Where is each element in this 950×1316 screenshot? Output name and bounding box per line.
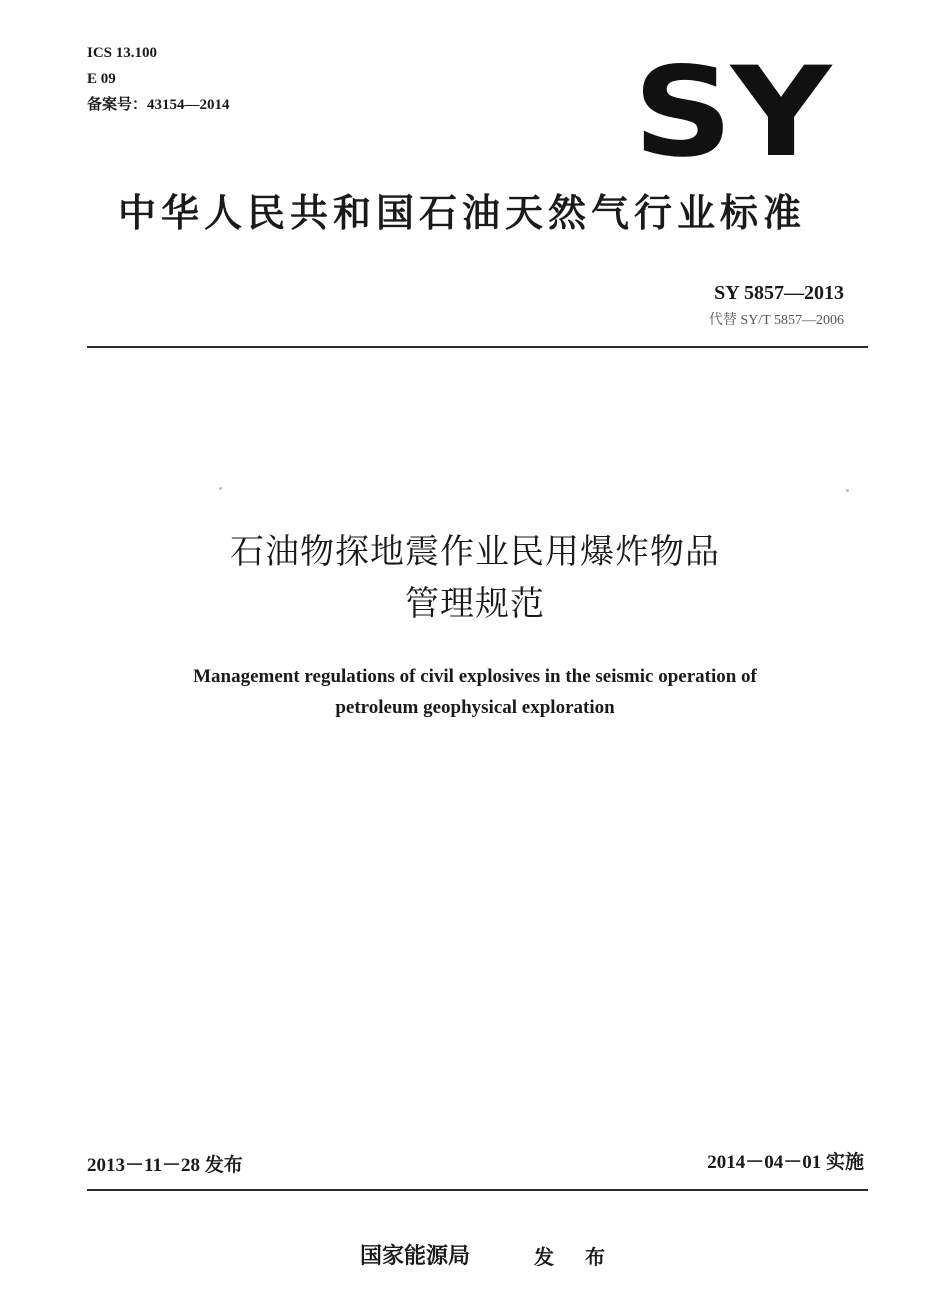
title-english-line-2: petroleum geophysical exploration <box>335 697 615 718</box>
bottom-divider <box>87 1189 868 1191</box>
title-chinese-line-1: 石油物探地震作业民用爆炸物品 <box>230 532 720 572</box>
ccs-code: E 09 <box>87 71 116 87</box>
record-number: 备案号：43154—2014 <box>87 97 230 113</box>
implementation-date: 2014－04－01 <box>707 1152 822 1173</box>
issue-date: 2013－11－28 <box>87 1155 200 1176</box>
top-divider <box>87 346 868 348</box>
document-metadata <box>87 40 230 118</box>
title-chinese-line-2: 管理规范 <box>405 584 545 624</box>
standard-category-title: 中华人民共和国石油天然气行业标准 <box>118 191 807 235</box>
issue-date-block <box>87 1151 243 1180</box>
sy-logo: SY <box>633 41 830 185</box>
standard-number: SY 5857—2013 <box>714 282 844 304</box>
scan-speck <box>219 487 222 490</box>
title-english-line-1: Management regulations of civil explosives in the seismic operation of <box>193 666 757 687</box>
implementation-label: 实施 <box>825 1151 864 1173</box>
implementation-date-block <box>707 1148 864 1177</box>
issue-label: 发布 <box>204 1154 243 1176</box>
publish-label: 发 布 <box>534 1245 617 1269</box>
scan-speck <box>846 489 849 492</box>
publisher-name: 国家能源局 <box>360 1244 471 1269</box>
replaces-standard: 代替 SY/T 5857—2006 <box>708 313 844 328</box>
ics-code: ICS 13.100 <box>87 45 158 61</box>
